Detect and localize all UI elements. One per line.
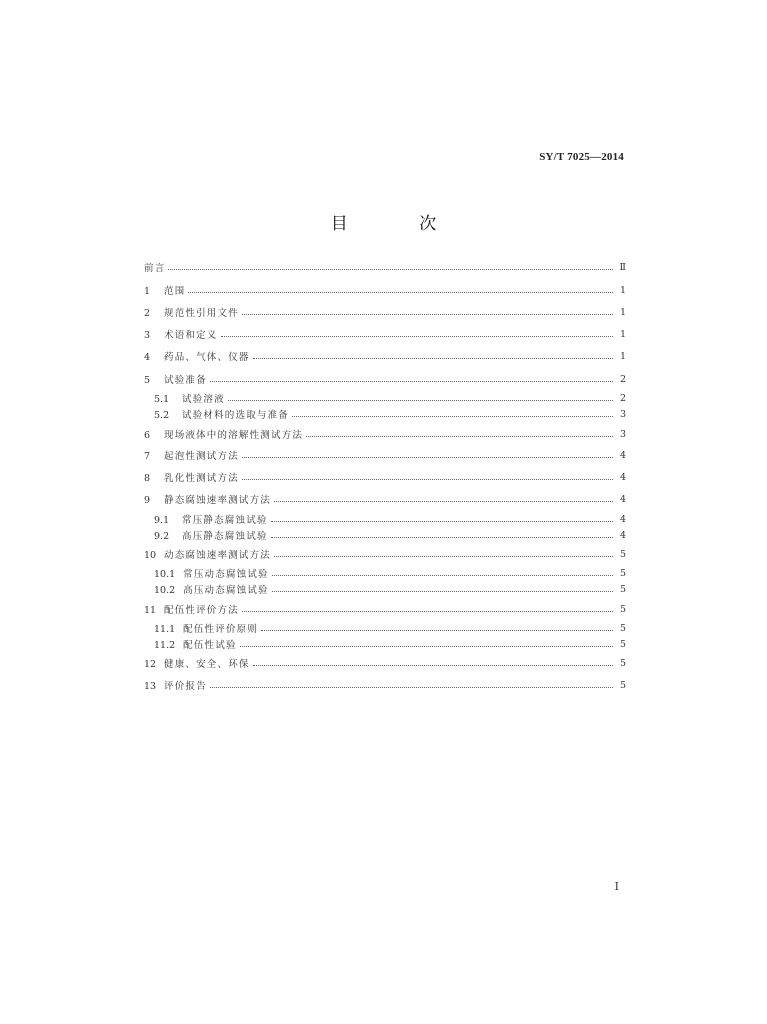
toc-entry-title: 高压静态腐蚀试验 (182, 531, 268, 542)
toc-entry-number: 10 (144, 550, 157, 561)
toc-entry-title: 术语和定义 (164, 330, 218, 341)
toc-entry (144, 448, 626, 462)
toc-entry-title: 静态腐蚀速率测试方法 (164, 495, 272, 506)
toc-entry-label (154, 621, 261, 635)
toc-entry-label (154, 566, 272, 580)
toc-entry-page: 5 (619, 583, 626, 595)
toc-dot-leader (242, 478, 613, 480)
toc-entry-title: 动态腐蚀速率测试方法 (164, 550, 272, 561)
toc-entry-number: 11.1 (154, 624, 176, 635)
toc-entry (144, 327, 626, 341)
toc-entry (154, 512, 626, 526)
toc-dot-leader (242, 610, 613, 612)
toc-entry (144, 260, 626, 274)
toc-entry (154, 637, 626, 651)
toc-entry (154, 528, 626, 542)
toc-dot-leader (168, 268, 613, 270)
toc-entry-label (154, 528, 271, 542)
toc-dot-leader (271, 536, 613, 538)
toc-entry-label (144, 678, 210, 692)
toc-entry-label (144, 327, 221, 341)
toc-entry-title: 药品、气体、仪器 (164, 352, 250, 363)
toc-entry (154, 407, 626, 421)
toc-entry-page: 5 (619, 657, 626, 669)
toc-dot-leader (292, 415, 613, 417)
toc-entry-number: 7 (144, 451, 151, 462)
toc-entry-title: 范围 (164, 286, 186, 297)
toc-entry (144, 283, 626, 297)
toc-entry-number: 8 (144, 473, 151, 484)
toc-entry-label (154, 512, 271, 526)
toc-entry (144, 305, 626, 319)
toc-entry-page: 1 (619, 284, 626, 296)
toc-dot-leader (228, 399, 613, 401)
toc-entry-number: 4 (144, 352, 151, 363)
toc-entry-title: 乳化性测试方法 (164, 473, 239, 484)
toc-entry (154, 566, 626, 580)
toc-entry-label (154, 407, 292, 421)
toc-entry-label (154, 637, 240, 651)
toc-entry (144, 470, 626, 484)
toc-dot-leader (188, 291, 613, 293)
toc-dot-leader (210, 380, 613, 382)
toc-entry (154, 582, 626, 596)
toc-entry-title: 试验准备 (164, 375, 207, 386)
toc-entry-label (144, 372, 210, 386)
toc-entry-label (144, 427, 306, 441)
toc-entry-page: 3 (619, 428, 626, 440)
toc-dot-leader (261, 629, 613, 631)
toc-dot-leader (240, 645, 613, 647)
toc-entry-label (144, 602, 242, 616)
toc-entry-label (144, 448, 242, 462)
toc-dot-leader (242, 456, 613, 458)
toc-entry-title: 高压动态腐蚀试验 (183, 585, 269, 596)
toc-entry-label (144, 492, 274, 506)
toc-entry-number: 6 (144, 430, 151, 441)
toc-entry (144, 602, 626, 616)
toc-entry-title: 规范性引用文件 (164, 308, 239, 319)
toc-entry-page: 2 (619, 373, 626, 385)
toc-entry-page: 3 (619, 408, 626, 420)
toc-entry-number: 11 (144, 605, 157, 616)
toc-dot-leader (274, 555, 613, 557)
toc-dot-leader (272, 590, 613, 592)
toc-entry-label (144, 283, 188, 297)
toc-entry-page: 2 (619, 392, 626, 404)
toc-entry-page: Ⅱ (619, 261, 626, 273)
toc-dot-leader (271, 520, 613, 522)
toc-title: 目 次 (330, 214, 470, 234)
toc-entry-title: 配伍性试验 (183, 640, 237, 651)
toc-entry (154, 621, 626, 635)
toc-dot-leader (221, 335, 613, 337)
toc-entry-title: 试验溶液 (182, 394, 225, 405)
toc-entry-title: 常压静态腐蚀试验 (182, 515, 268, 526)
toc-entry-number: 9.1 (154, 515, 170, 526)
toc-entry (144, 656, 626, 670)
toc-entry-number: 2 (144, 308, 151, 319)
toc-dot-leader (274, 500, 613, 502)
toc-entry-number: 1 (144, 286, 151, 297)
toc-dot-leader (272, 574, 613, 576)
toc-entry (144, 678, 626, 692)
toc-entry-number: 12 (144, 659, 157, 670)
toc-entry-page: 4 (619, 449, 626, 461)
toc-entry-page: 1 (619, 306, 626, 318)
toc-entry-label (144, 349, 253, 363)
toc-entry-number: 13 (144, 681, 157, 692)
toc-entry-title: 评价报告 (164, 681, 207, 692)
toc-entry-page: 5 (619, 679, 626, 691)
toc-dot-leader (306, 435, 613, 437)
toc-entry-number: 11.2 (154, 640, 176, 651)
toc-entry-title: 健康、安全、环保 (164, 659, 250, 670)
toc-entry-number: 9.2 (154, 531, 170, 542)
toc-entry-title: 前言 (144, 263, 166, 274)
toc-entry-page: 4 (619, 493, 626, 505)
toc-entry (144, 372, 626, 386)
toc-entry-number: 10.1 (154, 569, 176, 580)
toc-entry-page: 1 (619, 350, 626, 362)
toc-entry-page: 5 (619, 548, 626, 560)
toc-entry-page: 5 (619, 622, 626, 634)
toc-entry (144, 427, 626, 441)
toc-entry (144, 349, 626, 363)
toc-entry-number: 9 (144, 495, 151, 506)
toc-entry-page: 4 (619, 529, 626, 541)
toc-entry-number: 5 (144, 375, 151, 386)
toc-entry-page: 5 (619, 567, 626, 579)
toc-entry-number: 3 (144, 330, 151, 341)
toc-entry-number: 5.1 (154, 394, 170, 405)
standard-code: SY/T 7025—2014 (539, 151, 624, 163)
toc-entry-title: 现场液体中的溶解性测试方法 (164, 430, 304, 441)
toc-entry-page: 1 (619, 328, 626, 340)
toc-entry-number: 10.2 (154, 585, 176, 596)
toc-entry-title: 起泡性测试方法 (164, 451, 239, 462)
toc-entry-label (144, 260, 168, 274)
toc-entry-label (144, 470, 242, 484)
toc-dot-leader (242, 313, 613, 315)
toc-entry (144, 492, 626, 506)
toc-entry-number: 5.2 (154, 410, 170, 421)
page-number: Ⅰ (614, 881, 619, 893)
toc-entry-label (144, 305, 242, 319)
toc-entry-label (144, 656, 253, 670)
toc-entry-label (154, 391, 228, 405)
toc-entry-page: 5 (619, 603, 626, 615)
toc-entry-page: 4 (619, 471, 626, 483)
toc-dot-leader (210, 686, 613, 688)
toc-entry-title: 配伍性评价方法 (164, 605, 239, 616)
toc-entry-page: 4 (619, 513, 626, 525)
toc-entry-title: 配伍性评价原则 (183, 624, 259, 635)
toc-dot-leader (253, 357, 613, 359)
toc-entry-label (154, 582, 272, 596)
toc-entry (154, 391, 626, 405)
toc-entry-label (144, 547, 274, 561)
toc-entry-title: 常压动态腐蚀试验 (183, 569, 269, 580)
toc-entry-page: 5 (619, 638, 626, 650)
toc-entry-title: 试验材料的选取与准备 (182, 410, 290, 421)
toc-dot-leader (253, 664, 613, 666)
toc-entry (144, 547, 626, 561)
